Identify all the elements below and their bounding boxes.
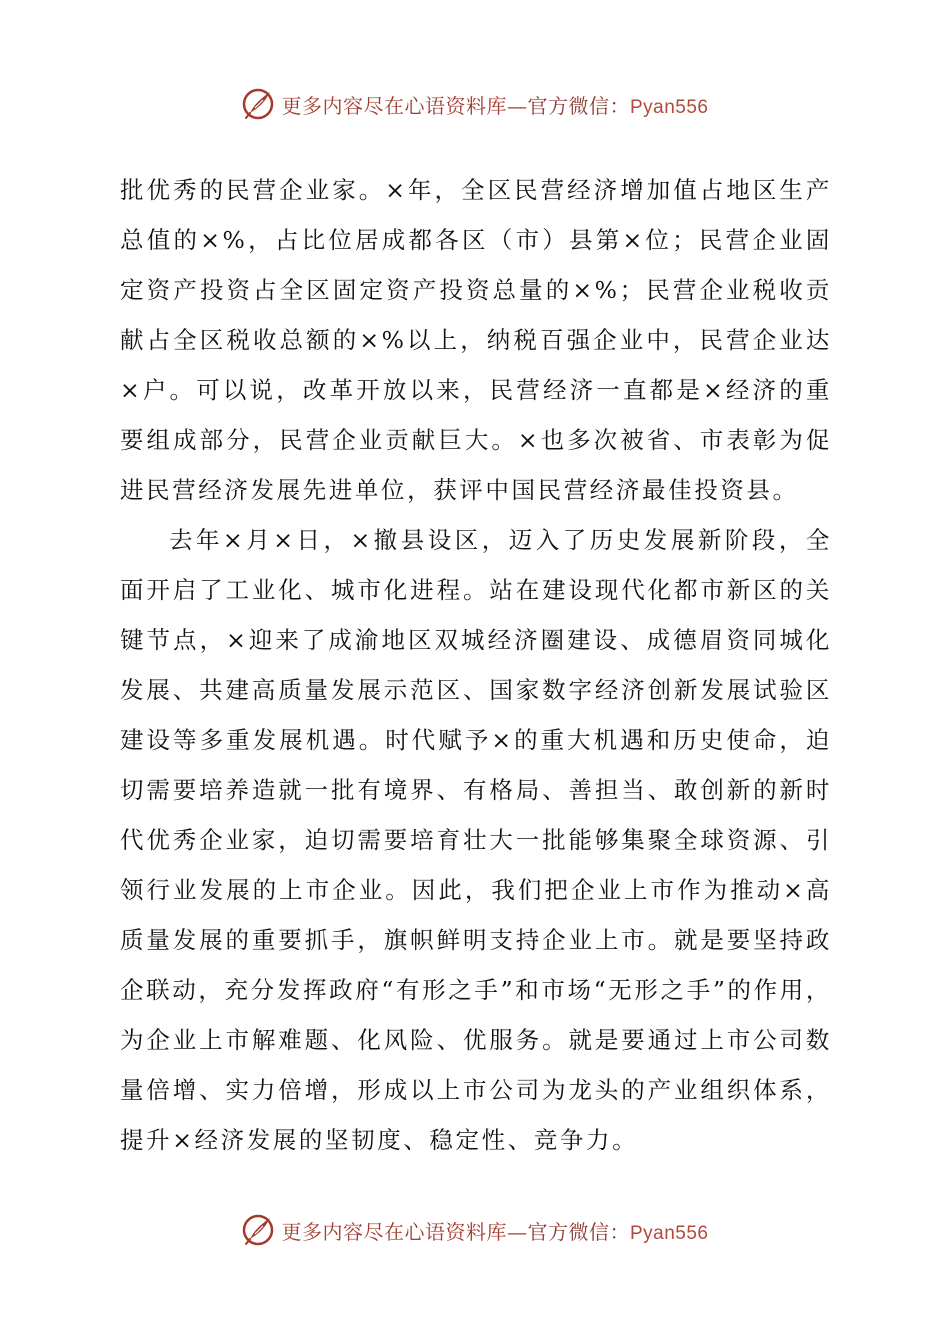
header-watermark-text <box>281 90 708 119</box>
quill-pen-icon <box>241 1213 275 1247</box>
header-watermark-inner <box>241 87 708 121</box>
footer-brand: 更多内容尽在心语资料库 <box>281 1219 507 1244</box>
header-brand: 更多内容尽在心语资料库 <box>281 93 507 118</box>
header-wechat-id: Pyan556 <box>629 96 709 118</box>
quill-pen-icon <box>241 87 275 121</box>
header-dash: — <box>506 93 528 118</box>
footer-watermark <box>0 1210 950 1250</box>
header-official-label: 官方微信： <box>527 93 630 118</box>
footer-watermark-text <box>281 1216 708 1245</box>
footer-watermark-inner <box>241 1213 708 1247</box>
body-paragraph-2: 去年×月×日，×撤县设区，迈入了历史发展新阶段，全面开启了工业化、城市化进程。站在建设现代化都市新区的关键节点，×迎来了成渝地区双城经济圈建设、成德眉资同城化发展、共建高质量发展示范区、国家数字经济创新发展试验区建设等多重发展机遇。时代赋予×的重大机遇和历史使命，迫切需要培养造就一批有境界、有格局、善担当、敢创新的新时代优秀企业家，迫切需要培育壮大一批能够集聚全球资源、引领行业发展的上市企业。因此，我们把企业上市作为推动×高质量发展的重要抓手，旗帜鲜明支持企业上市。就是要坚持政企联动，充分发挥政府“有形之手”和市场“无形之手”的作用，为企业上市解难题、化风险、优服务。就是要通过上市公司数量倍增、实力倍增，形成以上市公司为龙头的产业组织体系，提升×经济发展的坚韧度、稳定性、竞争力。 <box>120 526 832 1154</box>
footer-dash: — <box>506 1219 528 1244</box>
body-paragraph-1: 批优秀的民营企业家。×年，全区民营经济增加值占地区生产总值的×%，占比位居成都各区（市）县第×位；民营企业固定资产投资占全区固定资产投资总量的×%；民营企业税收贡献占全区税收总额的×%以上，纳税百强企业中，民营企业达×户。可以说，改革开放以来，民营经济一直都是×经济的重要组成部分，民营企业贡献巨大。×也多次被省、市表彰为促进民营经济发展先进单位，获评中国民营经济最佳投资县。 <box>120 176 832 504</box>
header-watermark <box>0 84 950 124</box>
footer-wechat-id: Pyan556 <box>629 1222 709 1244</box>
footer-official-label: 官方微信： <box>527 1219 630 1244</box>
document-body <box>120 165 832 1165</box>
